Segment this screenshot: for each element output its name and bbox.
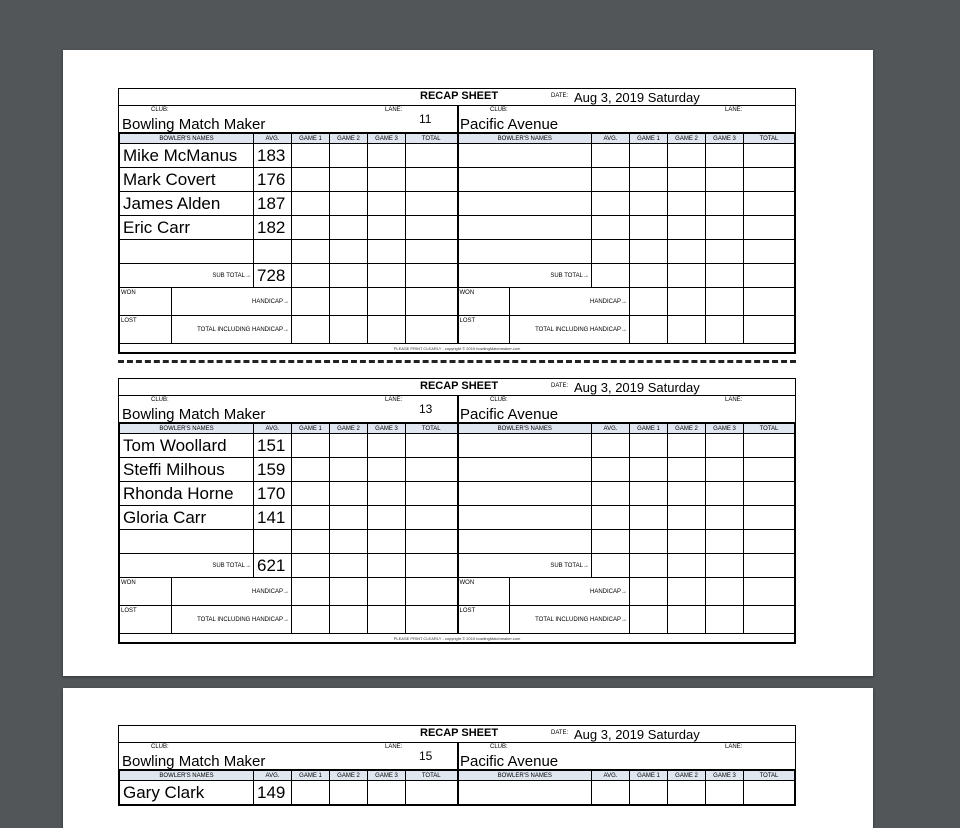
game3-header: GAME 3 [368, 771, 406, 781]
game2-header: GAME 2 [330, 771, 368, 781]
bowler-row [120, 240, 795, 264]
club-label: CLUB: [151, 744, 169, 750]
total-incl-handicap-label: TOTAL INCLUDING HANDICAP→ [510, 606, 630, 634]
game1-header: GAME 1 [630, 134, 668, 144]
recap-sheet-title: RECAP SHEET [420, 90, 499, 102]
club-label: CLUB: [151, 107, 169, 113]
bowler-row [120, 482, 795, 506]
avg-header: AVG. [592, 134, 630, 144]
won-label: WON [458, 288, 510, 316]
total-header: TOTAL [744, 771, 795, 781]
right-club-name: Pacific Avenue [460, 406, 559, 423]
bowlers-names-header: BOWLER'S NAMES [458, 424, 592, 434]
game2-header: GAME 2 [330, 424, 368, 434]
total-header: TOTAL [406, 134, 458, 144]
subtotal-label: SUB TOTAL→ [120, 264, 254, 288]
lane-label: LANE: [725, 744, 743, 750]
pdf-page-2 [63, 688, 873, 828]
lost-label: LOST [458, 606, 510, 634]
recap-sheet-title: RECAP SHEET [420, 727, 499, 739]
left-club-name: Bowling Match Maker [122, 753, 266, 770]
handicap-label: HANDICAP→ [510, 578, 630, 606]
bowler-name: James Alden [120, 192, 254, 216]
left-club-name: Bowling Match Maker [122, 116, 266, 133]
bowler-row [120, 458, 795, 482]
won-label: WON [458, 578, 510, 606]
date-label: DATE: [551, 93, 569, 99]
game1-header: GAME 1 [292, 134, 330, 144]
lost-label: LOST [120, 606, 172, 634]
total-handicap-row [120, 316, 795, 344]
score-table [119, 133, 795, 353]
lane-number: 11 [419, 112, 432, 126]
pdf-page-1 [63, 50, 873, 676]
date-label: DATE: [551, 383, 569, 389]
avg-header: AVG. [592, 424, 630, 434]
bowler-average: 159 [254, 458, 292, 482]
right-club-name: Pacific Avenue [460, 116, 559, 133]
handicap-row [120, 288, 795, 316]
left-club-name: Bowling Match Maker [122, 406, 266, 423]
bowler-name: Tom Woollard [120, 434, 254, 458]
date-value: Aug 3, 2019 Saturday [574, 90, 700, 105]
bowler-row [120, 530, 795, 554]
total-header: TOTAL [744, 424, 795, 434]
bowlers-names-header: BOWLER'S NAMES [120, 134, 254, 144]
total-header: TOTAL [744, 134, 795, 144]
lost-label: LOST [120, 316, 172, 344]
avg-header: AVG. [254, 134, 292, 144]
bowlers-names-header: BOWLER'S NAMES [120, 424, 254, 434]
won-label: WON [120, 288, 172, 316]
lane-label: LANE: [385, 744, 403, 750]
bowler-average: 187 [254, 192, 292, 216]
date-value: Aug 3, 2019 Saturday [574, 380, 700, 395]
date-value: Aug 3, 2019 Saturday [574, 727, 700, 742]
lane-label: LANE: [385, 397, 403, 403]
lane-label: LANE: [725, 107, 743, 113]
bowlers-names-header: BOWLER'S NAMES [458, 771, 592, 781]
avg-header: AVG. [254, 424, 292, 434]
subtotal-average: 621 [254, 554, 292, 578]
bowler-name: Steffi Milhous [120, 458, 254, 482]
total-incl-handicap-label: TOTAL INCLUDING HANDICAP→ [172, 316, 292, 344]
bowler-average: 151 [254, 434, 292, 458]
bowler-name: Mike McManus [120, 144, 254, 168]
subtotal-label: SUB TOTAL→ [458, 554, 592, 578]
bowler-row [120, 168, 795, 192]
bowler-average: 149 [254, 781, 292, 805]
bowler-name: Eric Carr [120, 216, 254, 240]
bowler-row [120, 434, 795, 458]
avg-header: AVG. [254, 771, 292, 781]
total-header: TOTAL [406, 424, 458, 434]
recap-title-bar [119, 726, 795, 743]
bowler-row [120, 216, 795, 240]
recap-sheet-lane-15 [118, 725, 796, 806]
recap-title-bar [119, 379, 795, 396]
game1-header: GAME 1 [292, 424, 330, 434]
copyright-footer: PLEASE PRINT CLEARLY - copyright © 2019 bowlingMatchmaker.com [120, 344, 795, 353]
bowler-name: Rhonda Horne [120, 482, 254, 506]
game2-header: GAME 2 [668, 771, 706, 781]
cut-line-divider [118, 360, 796, 363]
lane-label: LANE: [725, 397, 743, 403]
game1-header: GAME 1 [630, 771, 668, 781]
subtotal-label: SUB TOTAL→ [120, 554, 254, 578]
bowler-average: 170 [254, 482, 292, 506]
date-label: DATE: [551, 730, 569, 736]
bowler-row [120, 192, 795, 216]
club-row [119, 396, 795, 423]
score-table [119, 423, 795, 643]
lost-label: LOST [458, 316, 510, 344]
game1-header: GAME 1 [630, 424, 668, 434]
total-incl-handicap-label: TOTAL INCLUDING HANDICAP→ [510, 316, 630, 344]
game3-header: GAME 3 [706, 134, 744, 144]
total-incl-handicap-label: TOTAL INCLUDING HANDICAP→ [172, 606, 292, 634]
club-label: CLUB: [151, 397, 169, 403]
handicap-label: HANDICAP→ [172, 578, 292, 606]
game3-header: GAME 3 [706, 424, 744, 434]
bowler-average: 183 [254, 144, 292, 168]
handicap-row [120, 578, 795, 606]
club-label: CLUB: [490, 744, 508, 750]
bowler-row [120, 506, 795, 530]
recap-sheet-lane-13 [118, 378, 796, 644]
won-label: WON [120, 578, 172, 606]
avg-header: AVG. [592, 771, 630, 781]
recap-sheet-title: RECAP SHEET [420, 380, 499, 392]
game3-header: GAME 3 [706, 771, 744, 781]
bowlers-names-header: BOWLER'S NAMES [458, 134, 592, 144]
subtotal-row [120, 554, 795, 578]
subtotal-average: 728 [254, 264, 292, 288]
club-label: CLUB: [490, 397, 508, 403]
bowler-row [120, 781, 795, 805]
bowler-name: Gary Clark [120, 781, 254, 805]
recap-title-bar [119, 89, 795, 106]
recap-sheet-lane-11 [118, 88, 796, 354]
subtotal-label: SUB TOTAL→ [458, 264, 592, 288]
total-header: TOTAL [406, 771, 458, 781]
bowler-row [120, 144, 795, 168]
handicap-label: HANDICAP→ [510, 288, 630, 316]
club-row [119, 743, 795, 770]
bowlers-names-header: BOWLER'S NAMES [120, 771, 254, 781]
bowler-average: 176 [254, 168, 292, 192]
lane-number: 13 [419, 402, 433, 416]
game1-header: GAME 1 [292, 771, 330, 781]
club-label: CLUB: [490, 107, 508, 113]
game3-header: GAME 3 [368, 424, 406, 434]
club-row [119, 106, 795, 133]
bowler-name: Gloria Carr [120, 506, 254, 530]
lane-label: LANE: [385, 107, 403, 113]
game2-header: GAME 2 [668, 134, 706, 144]
game3-header: GAME 3 [368, 134, 406, 144]
subtotal-row [120, 264, 795, 288]
game2-header: GAME 2 [668, 424, 706, 434]
handicap-label: HANDICAP→ [172, 288, 292, 316]
bowler-name: Mark Covert [120, 168, 254, 192]
copyright-footer: PLEASE PRINT CLEARLY - copyright © 2019 bowlingMatchmaker.com [120, 634, 795, 643]
right-club-name: Pacific Avenue [460, 753, 559, 770]
total-handicap-row [120, 606, 795, 634]
game2-header: GAME 2 [330, 134, 368, 144]
lane-number: 15 [419, 749, 433, 763]
bowler-average: 182 [254, 216, 292, 240]
bowler-average: 141 [254, 506, 292, 530]
